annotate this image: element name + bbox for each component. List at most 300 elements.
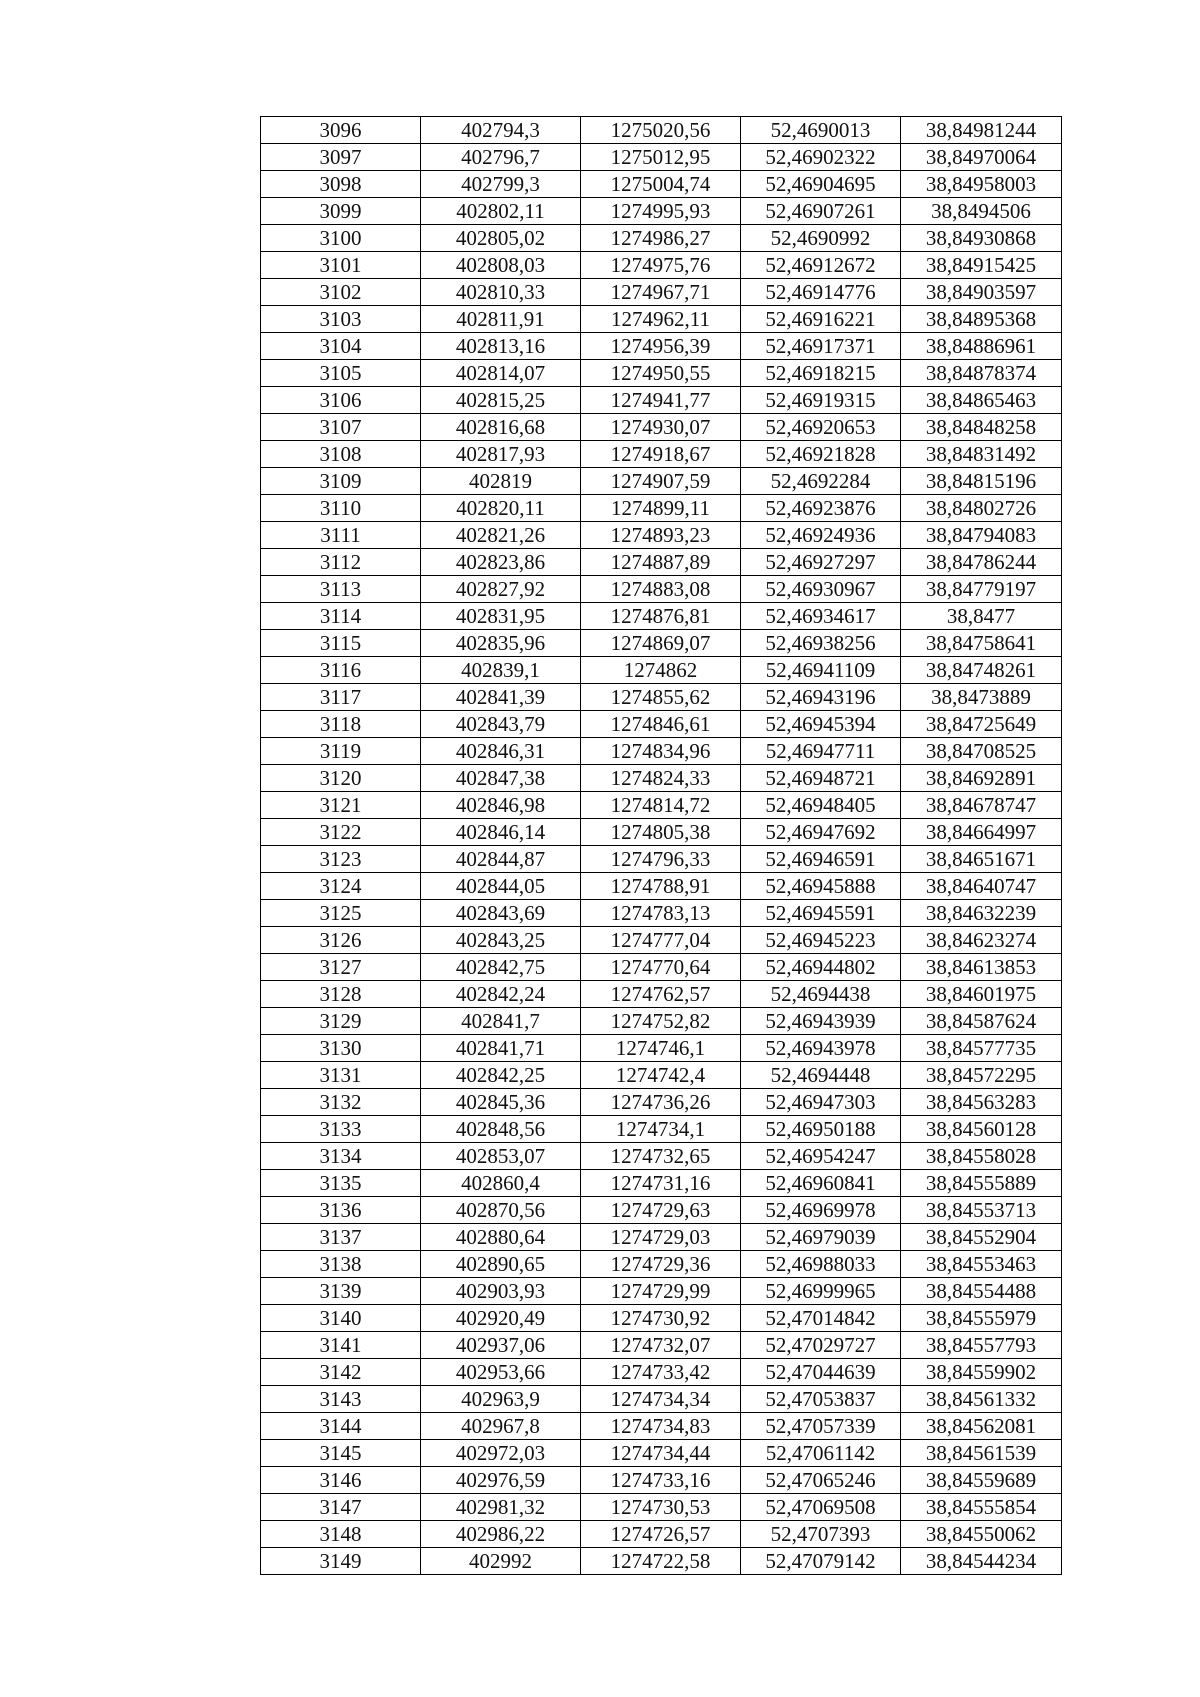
- table-row: [261, 495, 1062, 522]
- latitude-cell: 52,46934617: [741, 603, 901, 630]
- x-coordinate-cell: 402815,25: [421, 387, 581, 414]
- longitude-cell: 38,84794083: [901, 522, 1062, 549]
- y-coordinate-cell: 1274893,23: [581, 522, 741, 549]
- table-row: [261, 468, 1062, 495]
- point-number-cell: 3111: [261, 522, 421, 549]
- latitude-cell: 52,46923876: [741, 495, 901, 522]
- latitude-cell: 52,46943939: [741, 1008, 901, 1035]
- longitude-cell: 38,84557793: [901, 1332, 1062, 1359]
- x-coordinate-cell: 402820,11: [421, 495, 581, 522]
- latitude-cell: 52,46912672: [741, 252, 901, 279]
- table-row: [261, 171, 1062, 198]
- y-coordinate-cell: 1274783,13: [581, 900, 741, 927]
- longitude-cell: 38,8494506: [901, 198, 1062, 225]
- table-row: [261, 1089, 1062, 1116]
- longitude-cell: 38,84895368: [901, 306, 1062, 333]
- longitude-cell: 38,84779197: [901, 576, 1062, 603]
- latitude-cell: 52,46914776: [741, 279, 901, 306]
- longitude-cell: 38,84577735: [901, 1035, 1062, 1062]
- point-number-cell: 3134: [261, 1143, 421, 1170]
- table-row: [261, 549, 1062, 576]
- point-number-cell: 3146: [261, 1467, 421, 1494]
- latitude-cell: 52,46927297: [741, 549, 901, 576]
- y-coordinate-cell: 1274731,16: [581, 1170, 741, 1197]
- y-coordinate-cell: 1274730,53: [581, 1494, 741, 1521]
- longitude-cell: 38,84544234: [901, 1548, 1062, 1575]
- table-row: [261, 1494, 1062, 1521]
- longitude-cell: 38,84865463: [901, 387, 1062, 414]
- point-number-cell: 3131: [261, 1062, 421, 1089]
- latitude-cell: 52,46941109: [741, 657, 901, 684]
- point-number-cell: 3138: [261, 1251, 421, 1278]
- table-row: [261, 225, 1062, 252]
- x-coordinate-cell: 402839,1: [421, 657, 581, 684]
- latitude-cell: 52,46948405: [741, 792, 901, 819]
- longitude-cell: 38,84561539: [901, 1440, 1062, 1467]
- table-row: [261, 1197, 1062, 1224]
- longitude-cell: 38,84725649: [901, 711, 1062, 738]
- point-number-cell: 3149: [261, 1548, 421, 1575]
- longitude-cell: 38,84623274: [901, 927, 1062, 954]
- table-row: [261, 765, 1062, 792]
- table-row: [261, 819, 1062, 846]
- longitude-cell: 38,84930868: [901, 225, 1062, 252]
- table-row: [261, 873, 1062, 900]
- point-number-cell: 3107: [261, 414, 421, 441]
- latitude-cell: 52,46918215: [741, 360, 901, 387]
- y-coordinate-cell: 1274814,72: [581, 792, 741, 819]
- x-coordinate-cell: 402842,24: [421, 981, 581, 1008]
- y-coordinate-cell: 1274752,82: [581, 1008, 741, 1035]
- longitude-cell: 38,84664997: [901, 819, 1062, 846]
- y-coordinate-cell: 1274855,62: [581, 684, 741, 711]
- x-coordinate-cell: 402967,8: [421, 1413, 581, 1440]
- y-coordinate-cell: 1274883,08: [581, 576, 741, 603]
- x-coordinate-cell: 402953,66: [421, 1359, 581, 1386]
- table-row: [261, 1035, 1062, 1062]
- table-row: [261, 684, 1062, 711]
- y-coordinate-cell: 1274887,89: [581, 549, 741, 576]
- y-coordinate-cell: 1274762,57: [581, 981, 741, 1008]
- latitude-cell: 52,47069508: [741, 1494, 901, 1521]
- x-coordinate-cell: 402860,4: [421, 1170, 581, 1197]
- latitude-cell: 52,46943196: [741, 684, 901, 711]
- x-coordinate-cell: 402817,93: [421, 441, 581, 468]
- latitude-cell: 52,46954247: [741, 1143, 901, 1170]
- longitude-cell: 38,84886961: [901, 333, 1062, 360]
- y-coordinate-cell: 1274899,11: [581, 495, 741, 522]
- point-number-cell: 3133: [261, 1116, 421, 1143]
- point-number-cell: 3137: [261, 1224, 421, 1251]
- point-number-cell: 3145: [261, 1440, 421, 1467]
- point-number-cell: 3128: [261, 981, 421, 1008]
- latitude-cell: 52,47065246: [741, 1467, 901, 1494]
- x-coordinate-cell: 402799,3: [421, 171, 581, 198]
- longitude-cell: 38,84562081: [901, 1413, 1062, 1440]
- longitude-cell: 38,84550062: [901, 1521, 1062, 1548]
- table-row: [261, 360, 1062, 387]
- latitude-cell: 52,4690013: [741, 117, 901, 144]
- latitude-cell: 52,46946591: [741, 846, 901, 873]
- y-coordinate-cell: 1274788,91: [581, 873, 741, 900]
- x-coordinate-cell: 402847,38: [421, 765, 581, 792]
- x-coordinate-cell: 402981,32: [421, 1494, 581, 1521]
- point-number-cell: 3143: [261, 1386, 421, 1413]
- x-coordinate-cell: 402796,7: [421, 144, 581, 171]
- point-number-cell: 3121: [261, 792, 421, 819]
- y-coordinate-cell: 1274834,96: [581, 738, 741, 765]
- x-coordinate-cell: 402986,22: [421, 1521, 581, 1548]
- point-number-cell: 3109: [261, 468, 421, 495]
- point-number-cell: 3129: [261, 1008, 421, 1035]
- y-coordinate-cell: 1274941,77: [581, 387, 741, 414]
- latitude-cell: 52,46921828: [741, 441, 901, 468]
- y-coordinate-cell: 1274862: [581, 657, 741, 684]
- y-coordinate-cell: 1274950,55: [581, 360, 741, 387]
- x-coordinate-cell: 402853,07: [421, 1143, 581, 1170]
- latitude-cell: 52,46904695: [741, 171, 901, 198]
- longitude-cell: 38,84561332: [901, 1386, 1062, 1413]
- latitude-cell: 52,46916221: [741, 306, 901, 333]
- table-row: [261, 792, 1062, 819]
- point-number-cell: 3102: [261, 279, 421, 306]
- x-coordinate-cell: 402843,69: [421, 900, 581, 927]
- point-number-cell: 3118: [261, 711, 421, 738]
- longitude-cell: 38,84601975: [901, 981, 1062, 1008]
- point-number-cell: 3119: [261, 738, 421, 765]
- longitude-cell: 38,84555889: [901, 1170, 1062, 1197]
- latitude-cell: 52,46930967: [741, 576, 901, 603]
- longitude-cell: 38,84748261: [901, 657, 1062, 684]
- table-row: [261, 1305, 1062, 1332]
- latitude-cell: 52,46948721: [741, 765, 901, 792]
- point-number-cell: 3097: [261, 144, 421, 171]
- latitude-cell: 52,46945223: [741, 927, 901, 954]
- latitude-cell: 52,46979039: [741, 1224, 901, 1251]
- point-number-cell: 3110: [261, 495, 421, 522]
- y-coordinate-cell: 1274733,16: [581, 1467, 741, 1494]
- latitude-cell: 52,46920653: [741, 414, 901, 441]
- x-coordinate-cell: 402841,7: [421, 1008, 581, 1035]
- y-coordinate-cell: 1274930,07: [581, 414, 741, 441]
- y-coordinate-cell: 1274729,36: [581, 1251, 741, 1278]
- longitude-cell: 38,8473889: [901, 684, 1062, 711]
- y-coordinate-cell: 1274777,04: [581, 927, 741, 954]
- table-row: [261, 117, 1062, 144]
- longitude-cell: 38,84558028: [901, 1143, 1062, 1170]
- table-row: [261, 1386, 1062, 1413]
- table-row: [261, 1548, 1062, 1575]
- longitude-cell: 38,84970064: [901, 144, 1062, 171]
- x-coordinate-cell: 402976,59: [421, 1467, 581, 1494]
- table-body: [261, 117, 1062, 1575]
- point-number-cell: 3125: [261, 900, 421, 927]
- x-coordinate-cell: 402819: [421, 468, 581, 495]
- table-row: [261, 1359, 1062, 1386]
- point-number-cell: 3116: [261, 657, 421, 684]
- latitude-cell: 52,46947303: [741, 1089, 901, 1116]
- y-coordinate-cell: 1274995,93: [581, 198, 741, 225]
- point-number-cell: 3144: [261, 1413, 421, 1440]
- longitude-cell: 38,84563283: [901, 1089, 1062, 1116]
- longitude-cell: 38,84848258: [901, 414, 1062, 441]
- y-coordinate-cell: 1274729,03: [581, 1224, 741, 1251]
- point-number-cell: 3127: [261, 954, 421, 981]
- x-coordinate-cell: 402846,31: [421, 738, 581, 765]
- x-coordinate-cell: 402842,75: [421, 954, 581, 981]
- x-coordinate-cell: 402816,68: [421, 414, 581, 441]
- point-number-cell: 3124: [261, 873, 421, 900]
- table-row: [261, 306, 1062, 333]
- latitude-cell: 52,46988033: [741, 1251, 901, 1278]
- y-coordinate-cell: 1274733,42: [581, 1359, 741, 1386]
- longitude-cell: 38,84678747: [901, 792, 1062, 819]
- y-coordinate-cell: 1275020,56: [581, 117, 741, 144]
- table-row: [261, 981, 1062, 1008]
- y-coordinate-cell: 1274734,83: [581, 1413, 741, 1440]
- point-number-cell: 3100: [261, 225, 421, 252]
- point-number-cell: 3117: [261, 684, 421, 711]
- longitude-cell: 38,84958003: [901, 171, 1062, 198]
- x-coordinate-cell: 402794,3: [421, 117, 581, 144]
- latitude-cell: 52,46943978: [741, 1035, 901, 1062]
- point-number-cell: 3108: [261, 441, 421, 468]
- x-coordinate-cell: 402811,91: [421, 306, 581, 333]
- latitude-cell: 52,47061142: [741, 1440, 901, 1467]
- latitude-cell: 52,46945591: [741, 900, 901, 927]
- longitude-cell: 38,84553713: [901, 1197, 1062, 1224]
- y-coordinate-cell: 1274846,61: [581, 711, 741, 738]
- table-row: [261, 441, 1062, 468]
- x-coordinate-cell: 402846,98: [421, 792, 581, 819]
- y-coordinate-cell: 1274732,07: [581, 1332, 741, 1359]
- x-coordinate-cell: 402870,56: [421, 1197, 581, 1224]
- table-row: [261, 1521, 1062, 1548]
- x-coordinate-cell: 402821,26: [421, 522, 581, 549]
- latitude-cell: 52,46938256: [741, 630, 901, 657]
- y-coordinate-cell: 1275004,74: [581, 171, 741, 198]
- point-number-cell: 3106: [261, 387, 421, 414]
- point-number-cell: 3147: [261, 1494, 421, 1521]
- point-number-cell: 3126: [261, 927, 421, 954]
- table-row: [261, 1440, 1062, 1467]
- latitude-cell: 52,46919315: [741, 387, 901, 414]
- x-coordinate-cell: 402841,39: [421, 684, 581, 711]
- x-coordinate-cell: 402827,92: [421, 576, 581, 603]
- x-coordinate-cell: 402844,87: [421, 846, 581, 873]
- table-row: [261, 252, 1062, 279]
- point-number-cell: 3136: [261, 1197, 421, 1224]
- table-row: [261, 1467, 1062, 1494]
- longitude-cell: 38,84559689: [901, 1467, 1062, 1494]
- longitude-cell: 38,84708525: [901, 738, 1062, 765]
- x-coordinate-cell: 402972,03: [421, 1440, 581, 1467]
- longitude-cell: 38,84552904: [901, 1224, 1062, 1251]
- x-coordinate-cell: 402813,16: [421, 333, 581, 360]
- x-coordinate-cell: 402920,49: [421, 1305, 581, 1332]
- point-number-cell: 3123: [261, 846, 421, 873]
- x-coordinate-cell: 402844,05: [421, 873, 581, 900]
- point-number-cell: 3135: [261, 1170, 421, 1197]
- y-coordinate-cell: 1274967,71: [581, 279, 741, 306]
- x-coordinate-cell: 402845,36: [421, 1089, 581, 1116]
- point-number-cell: 3099: [261, 198, 421, 225]
- y-coordinate-cell: 1274907,59: [581, 468, 741, 495]
- y-coordinate-cell: 1274824,33: [581, 765, 741, 792]
- y-coordinate-cell: 1274742,4: [581, 1062, 741, 1089]
- x-coordinate-cell: 402963,9: [421, 1386, 581, 1413]
- x-coordinate-cell: 402937,06: [421, 1332, 581, 1359]
- y-coordinate-cell: 1274732,65: [581, 1143, 741, 1170]
- y-coordinate-cell: 1274726,57: [581, 1521, 741, 1548]
- longitude-cell: 38,84786244: [901, 549, 1062, 576]
- longitude-cell: 38,84553463: [901, 1251, 1062, 1278]
- point-number-cell: 3141: [261, 1332, 421, 1359]
- x-coordinate-cell: 402841,71: [421, 1035, 581, 1062]
- table-row: [261, 711, 1062, 738]
- x-coordinate-cell: 402810,33: [421, 279, 581, 306]
- longitude-cell: 38,84903597: [901, 279, 1062, 306]
- point-number-cell: 3142: [261, 1359, 421, 1386]
- latitude-cell: 52,47014842: [741, 1305, 901, 1332]
- longitude-cell: 38,84560128: [901, 1116, 1062, 1143]
- table-row: [261, 657, 1062, 684]
- table-row: [261, 1116, 1062, 1143]
- table-row: [261, 387, 1062, 414]
- longitude-cell: 38,8477: [901, 603, 1062, 630]
- y-coordinate-cell: 1274975,76: [581, 252, 741, 279]
- point-number-cell: 3098: [261, 171, 421, 198]
- latitude-cell: 52,47053837: [741, 1386, 901, 1413]
- point-number-cell: 3132: [261, 1089, 421, 1116]
- point-number-cell: 3114: [261, 603, 421, 630]
- x-coordinate-cell: 402890,65: [421, 1251, 581, 1278]
- latitude-cell: 52,46902322: [741, 144, 901, 171]
- latitude-cell: 52,46924936: [741, 522, 901, 549]
- table-row: [261, 900, 1062, 927]
- point-number-cell: 3096: [261, 117, 421, 144]
- longitude-cell: 38,84554488: [901, 1278, 1062, 1305]
- y-coordinate-cell: 1274734,44: [581, 1440, 741, 1467]
- y-coordinate-cell: 1274746,1: [581, 1035, 741, 1062]
- x-coordinate-cell: 402846,14: [421, 819, 581, 846]
- table-row: [261, 927, 1062, 954]
- y-coordinate-cell: 1274722,58: [581, 1548, 741, 1575]
- y-coordinate-cell: 1274736,26: [581, 1089, 741, 1116]
- x-coordinate-cell: 402843,79: [421, 711, 581, 738]
- longitude-cell: 38,84981244: [901, 117, 1062, 144]
- longitude-cell: 38,84555854: [901, 1494, 1062, 1521]
- latitude-cell: 52,4692284: [741, 468, 901, 495]
- y-coordinate-cell: 1274796,33: [581, 846, 741, 873]
- x-coordinate-cell: 402880,64: [421, 1224, 581, 1251]
- longitude-cell: 38,84878374: [901, 360, 1062, 387]
- table-row: [261, 1224, 1062, 1251]
- y-coordinate-cell: 1274956,39: [581, 333, 741, 360]
- y-coordinate-cell: 1274734,34: [581, 1386, 741, 1413]
- latitude-cell: 52,47044639: [741, 1359, 901, 1386]
- latitude-cell: 52,4707393: [741, 1521, 901, 1548]
- point-number-cell: 3104: [261, 333, 421, 360]
- table-row: [261, 1332, 1062, 1359]
- longitude-cell: 38,84640747: [901, 873, 1062, 900]
- point-number-cell: 3120: [261, 765, 421, 792]
- latitude-cell: 52,47029727: [741, 1332, 901, 1359]
- table-row: [261, 1278, 1062, 1305]
- latitude-cell: 52,46945394: [741, 711, 901, 738]
- longitude-cell: 38,84555979: [901, 1305, 1062, 1332]
- point-number-cell: 3101: [261, 252, 421, 279]
- point-number-cell: 3103: [261, 306, 421, 333]
- latitude-cell: 52,46999965: [741, 1278, 901, 1305]
- table-row: [261, 846, 1062, 873]
- table-row: [261, 576, 1062, 603]
- latitude-cell: 52,46969978: [741, 1197, 901, 1224]
- x-coordinate-cell: 402835,96: [421, 630, 581, 657]
- coordinates-table: [260, 116, 1062, 1575]
- latitude-cell: 52,4694438: [741, 981, 901, 1008]
- longitude-cell: 38,84587624: [901, 1008, 1062, 1035]
- point-number-cell: 3113: [261, 576, 421, 603]
- latitude-cell: 52,46917371: [741, 333, 901, 360]
- longitude-cell: 38,84831492: [901, 441, 1062, 468]
- latitude-cell: 52,46944802: [741, 954, 901, 981]
- x-coordinate-cell: 402903,93: [421, 1278, 581, 1305]
- table-row: [261, 522, 1062, 549]
- longitude-cell: 38,84915425: [901, 252, 1062, 279]
- point-number-cell: 3140: [261, 1305, 421, 1332]
- y-coordinate-cell: 1274729,99: [581, 1278, 741, 1305]
- latitude-cell: 52,46945888: [741, 873, 901, 900]
- point-number-cell: 3139: [261, 1278, 421, 1305]
- latitude-cell: 52,46947692: [741, 819, 901, 846]
- table-row: [261, 1170, 1062, 1197]
- point-number-cell: 3115: [261, 630, 421, 657]
- latitude-cell: 52,47079142: [741, 1548, 901, 1575]
- table-row: [261, 198, 1062, 225]
- point-number-cell: 3122: [261, 819, 421, 846]
- longitude-cell: 38,84815196: [901, 468, 1062, 495]
- y-coordinate-cell: 1274734,1: [581, 1116, 741, 1143]
- point-number-cell: 3148: [261, 1521, 421, 1548]
- longitude-cell: 38,84651671: [901, 846, 1062, 873]
- table-row: [261, 333, 1062, 360]
- latitude-cell: 52,4690992: [741, 225, 901, 252]
- longitude-cell: 38,84758641: [901, 630, 1062, 657]
- x-coordinate-cell: 402842,25: [421, 1062, 581, 1089]
- y-coordinate-cell: 1274986,27: [581, 225, 741, 252]
- longitude-cell: 38,84559902: [901, 1359, 1062, 1386]
- latitude-cell: 52,4694448: [741, 1062, 901, 1089]
- table-row: [261, 738, 1062, 765]
- y-coordinate-cell: 1274918,67: [581, 441, 741, 468]
- y-coordinate-cell: 1274962,11: [581, 306, 741, 333]
- y-coordinate-cell: 1274730,92: [581, 1305, 741, 1332]
- x-coordinate-cell: 402823,86: [421, 549, 581, 576]
- point-number-cell: 3105: [261, 360, 421, 387]
- y-coordinate-cell: 1274729,63: [581, 1197, 741, 1224]
- point-number-cell: 3130: [261, 1035, 421, 1062]
- x-coordinate-cell: 402802,11: [421, 198, 581, 225]
- y-coordinate-cell: 1275012,95: [581, 144, 741, 171]
- table-row: [261, 1062, 1062, 1089]
- table-row: [261, 1251, 1062, 1278]
- table-row: [261, 1143, 1062, 1170]
- x-coordinate-cell: 402814,07: [421, 360, 581, 387]
- y-coordinate-cell: 1274869,07: [581, 630, 741, 657]
- x-coordinate-cell: 402843,25: [421, 927, 581, 954]
- x-coordinate-cell: 402805,02: [421, 225, 581, 252]
